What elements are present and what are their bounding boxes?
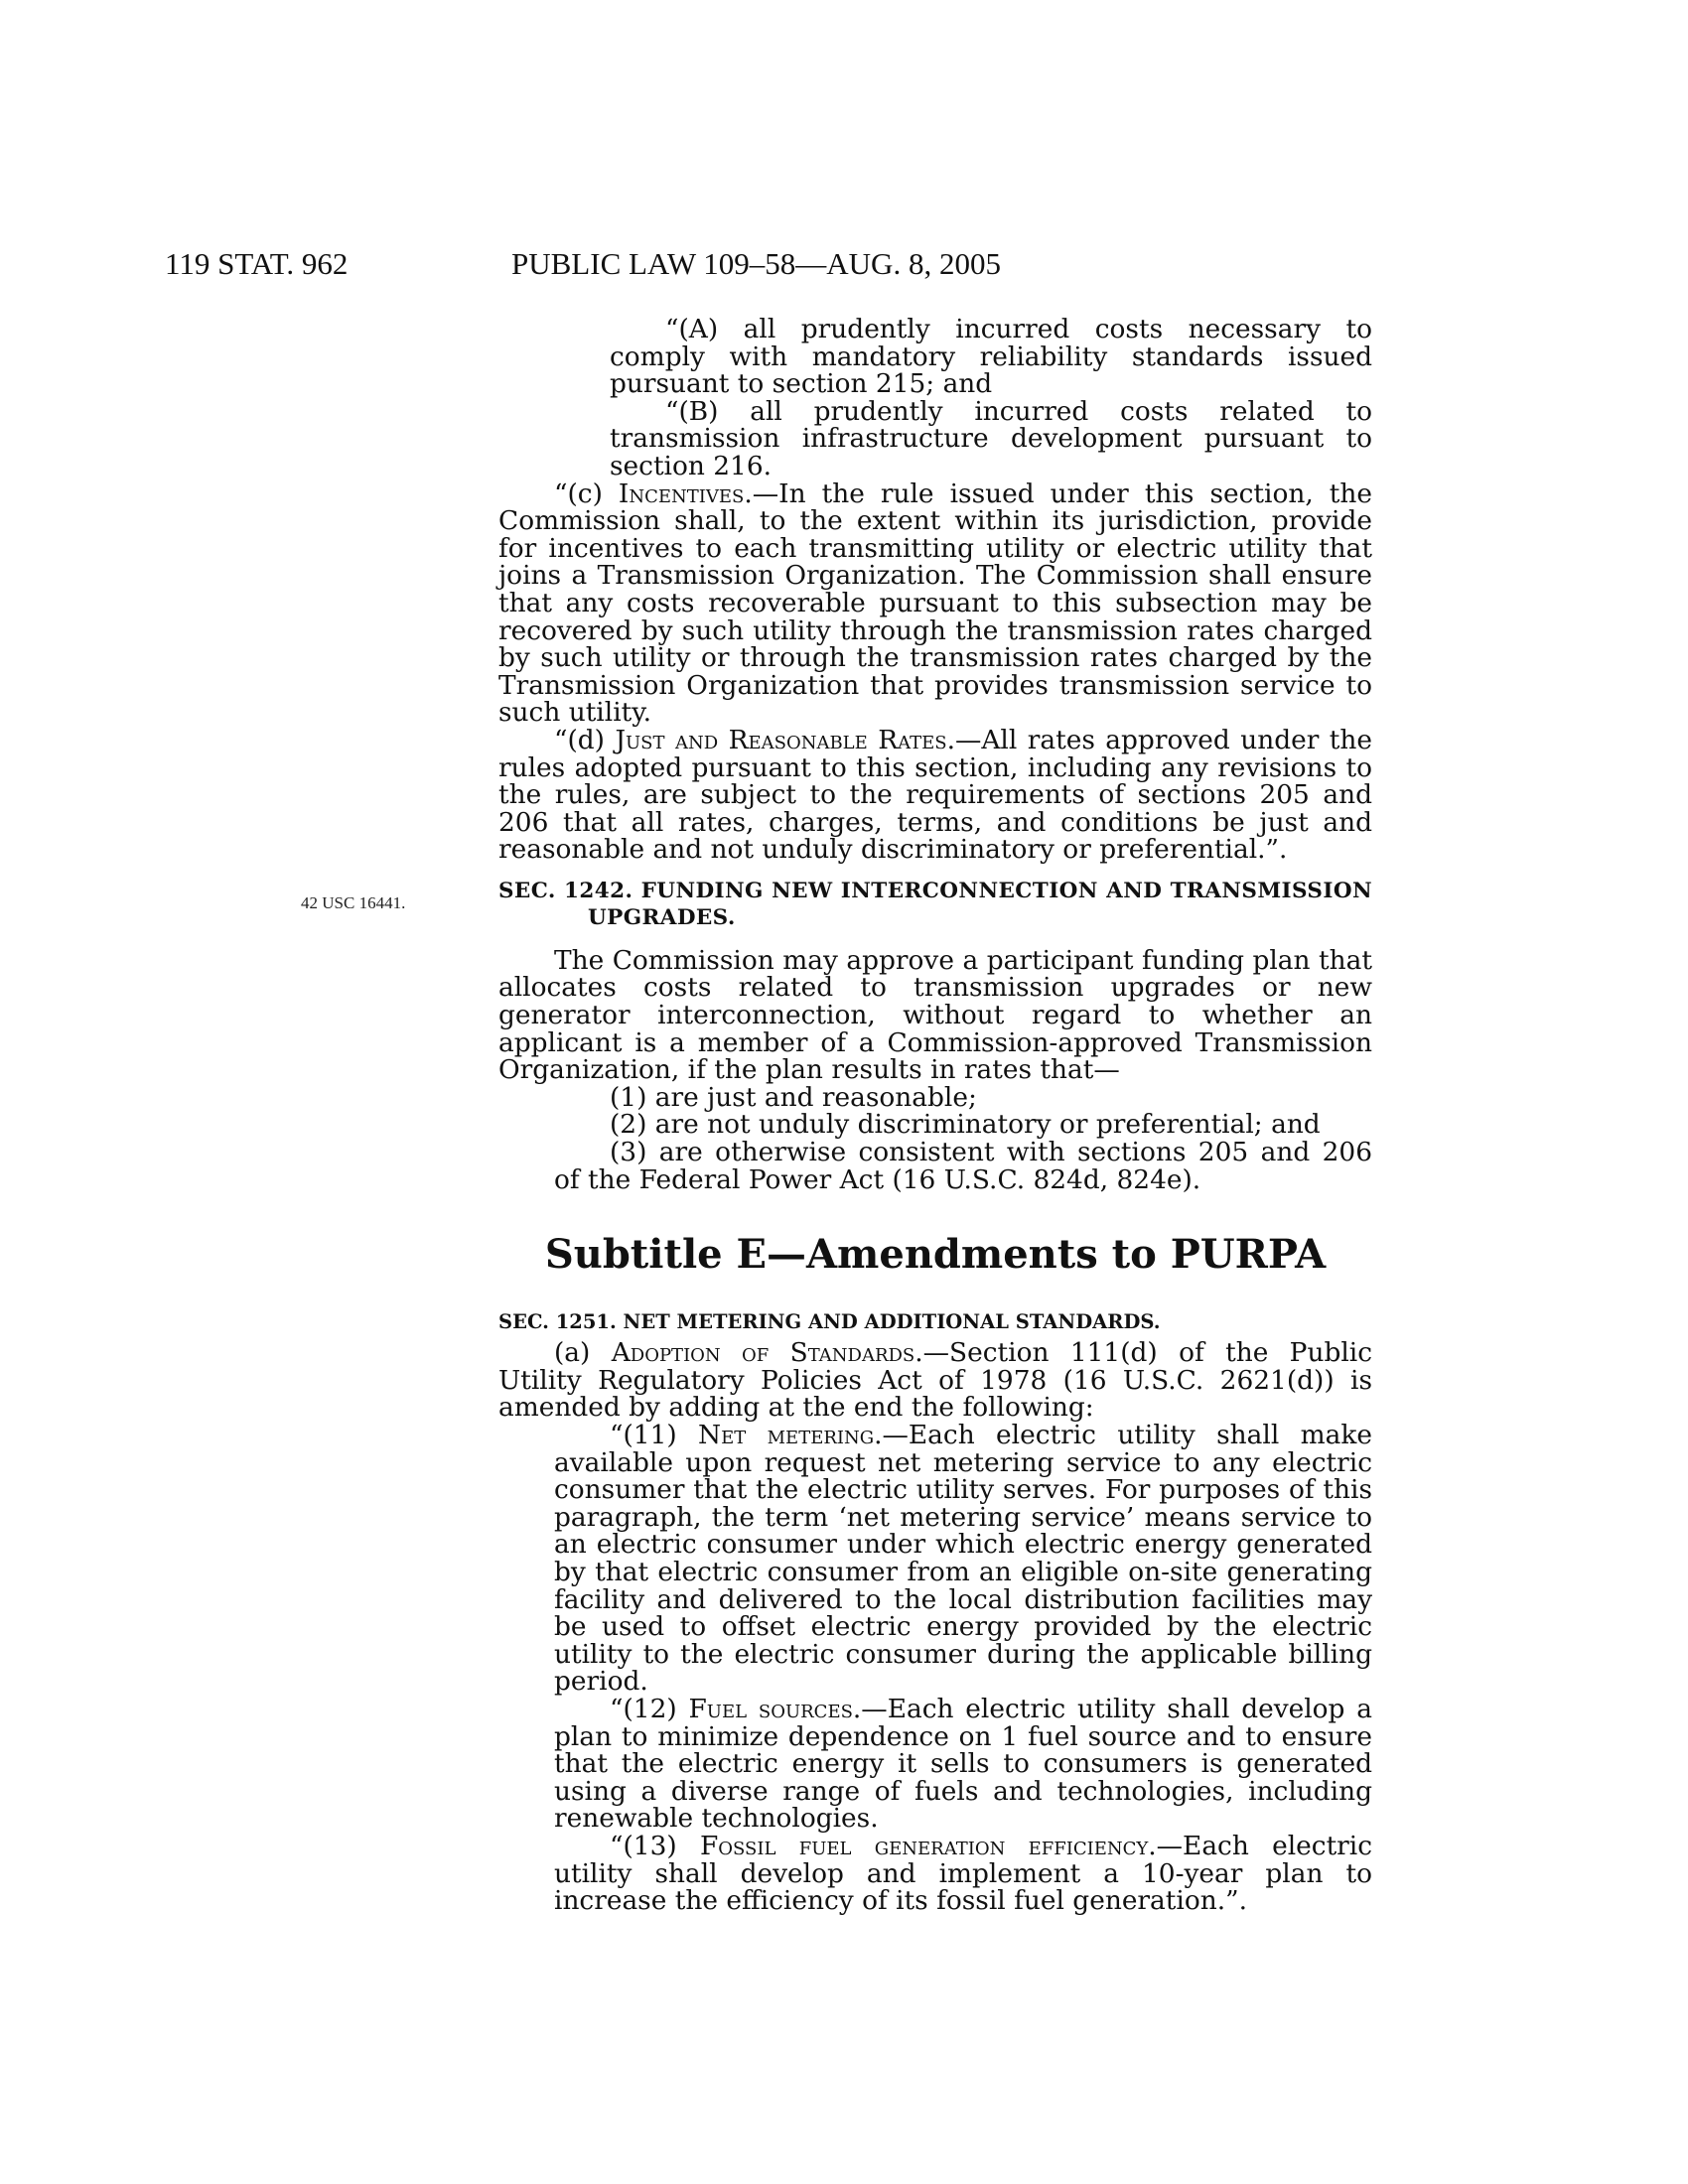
- section-1251-a-text: .—Section 111(d) of the Public Utility Regulatory Policies Act of 1978 (16 U.S.C. 2621(d)) is amended by adding at the end the following:: [498, 1337, 1372, 1424]
- paragraph-11-lead: “(11): [610, 1420, 699, 1450]
- clause-b: “(B) all prudently incurred costs related to transmission infrastructure development pursuant to section 216.: [610, 395, 1372, 481]
- paragraph-12: [498, 1693, 1372, 1835]
- section-1242-item-2: (2) are not unduly discriminatory or preferential; and: [610, 1109, 1321, 1141]
- paragraph-13-text: .—Each electric utility shall develop and implement a 10-year plan to increase the efficiency of its fossil fuel generation.”.: [554, 1830, 1373, 1917]
- section-1242-intro: The Commission may approve a participant funding plan that allocates costs related to transmission upgrades or new generator interconnection, without regard to whether an applicant is a member of a Commission-approved Transmission Organization, if the plan results in rates that—: [498, 944, 1372, 1086]
- section-1242-item-3: (3) are otherwise consistent with sections 205 and 206 of the Federal Power Act (16 U.S.C. 824d, 824e).: [554, 1137, 1372, 1195]
- page-header: [0, 246, 1688, 286]
- paragraph-13: [498, 1830, 1373, 1917]
- paragraph-11: [498, 1422, 1372, 1696]
- paragraph-11-text: .—Each electric utility shall make available upon request net metering service to any electric consumer that the electric utility serves. For purposes of this paragraph, the term ‘net metering service’ means service to an electric consumer under which electric energy generated by that electric consumer from an eligible on-site generating facility and delivered to the local distribution facilities may be used to offset electric energy provided by the electric utility to the electric consumer during the applicable billing period.: [554, 1420, 1372, 1698]
- paragraph-12-lead: “(12): [610, 1693, 689, 1724]
- section-1251-heading: SEC. 1251. NET METERING AND ADDITIONAL STANDARDS.: [498, 1310, 1161, 1334]
- section-1242-heading: SEC. 1242. FUNDING NEW INTERCONNECTION AND TRANSMISSION UPGRADES.: [498, 878, 1372, 930]
- subsection-d: [498, 724, 1372, 866]
- subsection-c-heading: Incentives: [618, 478, 745, 509]
- subsection-c: [498, 480, 1372, 727]
- section-1251-a: [498, 1339, 1372, 1422]
- paragraph-13-heading: Fossil fuel generation efficiency: [699, 1830, 1149, 1861]
- subtitle-heading: Subtitle E—Amendments to PURPA: [544, 1231, 1327, 1279]
- section-1242-item-1: (1) are just and reasonable;: [610, 1081, 977, 1113]
- paragraph-12-text: .—Each electric utility shall develop a plan to minimize dependence on 1 fuel source and to ensure that the electric energy it sells to consumers is generated using a diverse range of fuels and technologies, including renewable technologies.: [554, 1693, 1372, 1835]
- subsection-d-lead: “(d): [554, 724, 616, 755]
- document-body: [498, 316, 1372, 1915]
- subsection-c-text: .—In the rule issued under this section, the Commission shall, to the extent within its jurisdiction, provide for incentives to each transmitting utility or electric utility that joins a Transmission Organization. The Commission shall ensure that any costs recoverable pursuant to this subsection may be recovered by such utility through the transmission rates charged by such utility or through the transmission rates charged by the Transmission Organization that provides transmission service to such utility.: [498, 478, 1372, 729]
- paragraph-13-lead: “(13): [610, 1830, 700, 1861]
- paragraph-12-heading: Fuel sources: [688, 1693, 853, 1724]
- running-title: PUBLIC LAW 109–58—AUG. 8, 2005: [511, 246, 1001, 281]
- subsection-c-lead: “(c): [554, 478, 619, 509]
- clause-a: “(A) all prudently incurred costs necessary to comply with mandatory reliability standards issued pursuant to section 215; and: [610, 314, 1372, 400]
- section-1251-a-lead: (a): [554, 1337, 612, 1369]
- paragraph-11-heading: Net metering: [698, 1420, 875, 1450]
- section-1251-a-heading: Adoption of Standards: [611, 1337, 915, 1369]
- margin-citation: 42 USC 16441.: [301, 893, 406, 912]
- subsection-d-heading: Just and Reasonable Rates: [615, 724, 947, 755]
- statute-page-number: 119 STAT. 962: [165, 246, 349, 281]
- subsection-d-text: .—All rates approved under the rules adopted pursuant to this section, including any revisions to the rules, are subject to the requirements of sections 205 and 206 that all rates, charges, terms, and conditions be just and reasonable and not unduly discriminatory or preferential.”.: [498, 724, 1372, 866]
